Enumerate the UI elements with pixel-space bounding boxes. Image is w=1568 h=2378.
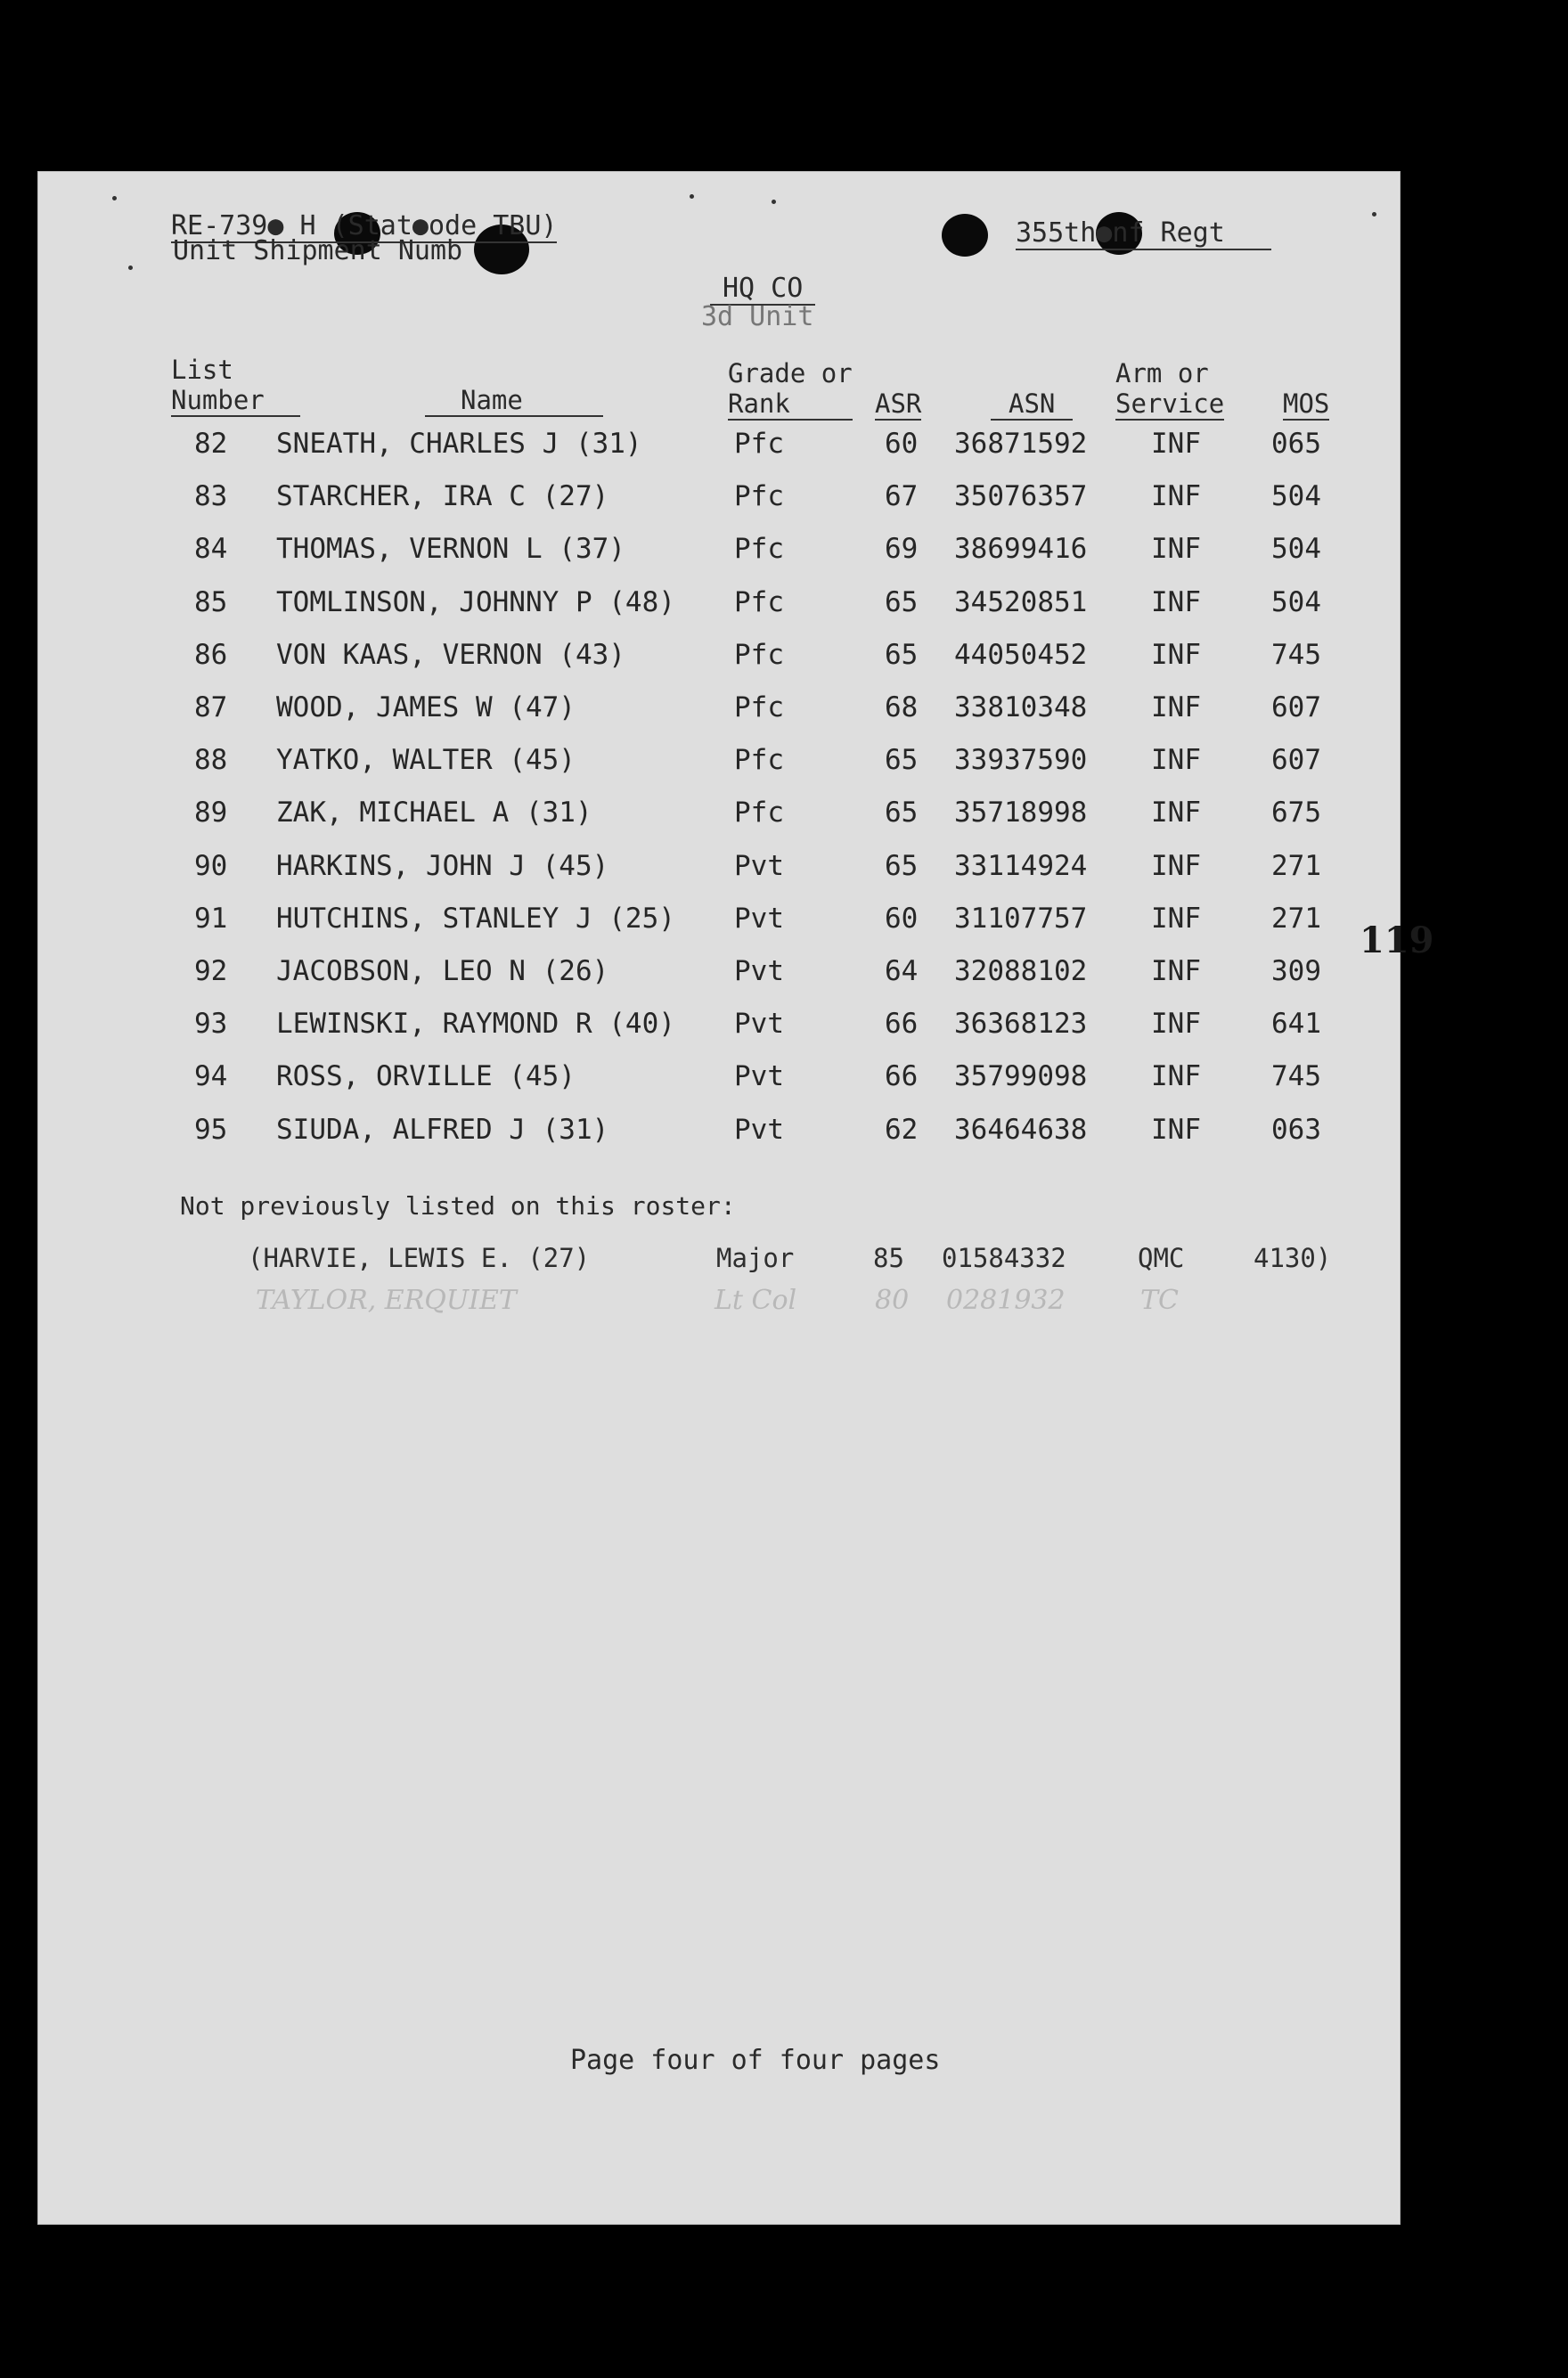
row-name: ROSS, ORVILLE (45) xyxy=(276,1060,576,1093)
row-name: THOMAS, VERNON L (37) xyxy=(276,533,625,566)
row-arm: INF xyxy=(1151,428,1201,460)
row-asr: 65 xyxy=(885,797,919,829)
row-number: 92 xyxy=(194,955,228,987)
extra-asr: 85 xyxy=(873,1243,904,1273)
hand-asn: 0281932 xyxy=(946,1285,1066,1316)
row-name: HARKINS, JOHN J (45) xyxy=(276,849,609,882)
row-mos: 641 xyxy=(1271,1008,1321,1041)
row-asr: 66 xyxy=(885,1008,919,1041)
speck xyxy=(772,200,776,204)
row-grade: Pfc xyxy=(734,428,784,460)
row-grade: Pfc xyxy=(734,533,784,566)
roster-row xyxy=(37,850,1401,902)
unit-subtitle: 3d Unit xyxy=(701,301,814,332)
row-arm: INF xyxy=(1151,480,1201,513)
row-asn: 34520851 xyxy=(954,585,1088,618)
row-number: 88 xyxy=(194,744,228,777)
roster-row xyxy=(37,480,1401,532)
roster-row xyxy=(37,1114,1401,1165)
row-number: 85 xyxy=(194,585,228,618)
row-arm: INF xyxy=(1151,849,1201,882)
row-asr: 66 xyxy=(885,1060,919,1093)
row-number: 82 xyxy=(194,428,228,460)
handwritten-entry-row xyxy=(37,1285,1401,1329)
row-arm: INF xyxy=(1151,1008,1201,1041)
row-arm: INF xyxy=(1151,744,1201,777)
hand-grade: Lt Col xyxy=(715,1285,797,1316)
row-grade: Pvt xyxy=(734,1008,784,1041)
row-asr: 65 xyxy=(885,638,919,671)
extra-name: (HARVIE, LEWIS E. (27) xyxy=(248,1243,591,1273)
extra-arm: QMC xyxy=(1138,1243,1185,1273)
row-asn: 32088102 xyxy=(954,955,1088,987)
row-mos: 745 xyxy=(1271,1060,1321,1093)
row-grade: Pfc xyxy=(734,638,784,671)
roster-row xyxy=(37,586,1401,638)
speck xyxy=(128,266,133,270)
row-asr: 65 xyxy=(885,744,919,777)
row-number: 90 xyxy=(194,849,228,882)
row-number: 93 xyxy=(194,1008,228,1041)
row-grade: Pfc xyxy=(734,480,784,513)
hand-arm: TC xyxy=(1140,1285,1179,1316)
row-mos: 607 xyxy=(1271,744,1321,777)
row-arm: INF xyxy=(1151,585,1201,618)
roster-row xyxy=(37,1008,1401,1059)
row-asn: 35799098 xyxy=(954,1060,1088,1093)
row-asr: 65 xyxy=(885,585,919,618)
row-number: 94 xyxy=(194,1060,228,1093)
row-name: HUTCHINS, STANLEY J (25) xyxy=(276,902,675,935)
roster-row xyxy=(37,1060,1401,1112)
col-name: Name xyxy=(425,385,603,417)
row-name: LEWINSKI, RAYMOND R (40) xyxy=(276,1008,675,1041)
speck xyxy=(1372,212,1376,217)
row-asn: 44050452 xyxy=(954,638,1088,671)
row-name: SNEATH, CHARLES J (31) xyxy=(276,428,642,460)
shipment-code: RE-739● H (Stat●ode TBU) xyxy=(171,210,558,241)
row-mos: 309 xyxy=(1271,955,1321,987)
row-arm: INF xyxy=(1151,1113,1201,1146)
row-asn: 38699416 xyxy=(954,533,1088,566)
row-asn: 33810348 xyxy=(954,691,1088,723)
row-grade: Pfc xyxy=(734,691,784,723)
row-mos: 271 xyxy=(1271,902,1321,935)
col-arm-service: Arm or Service xyxy=(1115,358,1225,419)
roster-row xyxy=(37,691,1401,743)
roster-row xyxy=(37,639,1401,691)
roster-row xyxy=(37,744,1401,796)
row-grade: Pfc xyxy=(734,585,784,618)
row-grade: Pvt xyxy=(734,955,784,987)
roster-row xyxy=(37,533,1401,584)
row-name: ZAK, MICHAEL A (31) xyxy=(276,797,592,829)
row-asr: 60 xyxy=(885,428,919,460)
row-grade: Pvt xyxy=(734,902,784,935)
row-asr: 68 xyxy=(885,691,919,723)
row-grade: Pfc xyxy=(734,744,784,777)
row-number: 84 xyxy=(194,533,228,566)
row-name: YATKO, WALTER (45) xyxy=(276,744,576,777)
roster-row xyxy=(37,955,1401,1007)
row-arm: INF xyxy=(1151,691,1201,723)
roster-page xyxy=(37,171,1434,2225)
extra-entry-row xyxy=(37,1243,1401,1287)
row-arm: INF xyxy=(1151,955,1201,987)
row-arm: INF xyxy=(1151,1060,1201,1093)
row-asr: 64 xyxy=(885,955,919,987)
col-list-number: List Number xyxy=(171,355,300,417)
hand-asr: 80 xyxy=(875,1285,910,1316)
roster-note: Not previously listed on this roster: xyxy=(180,1191,736,1221)
row-asn: 36871592 xyxy=(954,428,1088,460)
punch-hole xyxy=(942,214,988,257)
row-number: 91 xyxy=(194,902,228,935)
row-mos: 063 xyxy=(1271,1113,1321,1146)
row-arm: INF xyxy=(1151,902,1201,935)
row-number: 87 xyxy=(194,691,228,723)
row-name: JACOBSON, LEO N (26) xyxy=(276,955,609,987)
regiment-label: 355th●nf Regt xyxy=(1016,217,1271,250)
roster-row xyxy=(37,428,1401,479)
row-asn: 35718998 xyxy=(954,797,1088,829)
col-asr: ASR xyxy=(875,388,922,419)
row-mos: 504 xyxy=(1271,585,1321,618)
row-number: 95 xyxy=(194,1113,228,1146)
extra-mos: 4130) xyxy=(1254,1243,1332,1273)
row-asr: 60 xyxy=(885,902,919,935)
row-name: WOOD, JAMES W (47) xyxy=(276,691,576,723)
row-asr: 67 xyxy=(885,480,919,513)
row-asr: 65 xyxy=(885,849,919,882)
row-arm: INF xyxy=(1151,533,1201,566)
row-grade: Pvt xyxy=(734,1060,784,1093)
row-mos: 675 xyxy=(1271,797,1321,829)
row-asn: 33114924 xyxy=(954,849,1088,882)
row-mos: 745 xyxy=(1271,638,1321,671)
row-asr: 62 xyxy=(885,1113,919,1146)
extra-asn: 01584332 xyxy=(942,1243,1066,1273)
speck xyxy=(112,196,117,200)
extra-grade: Major xyxy=(716,1243,795,1273)
roster-row xyxy=(37,797,1401,848)
page-footer: Page four of four pages xyxy=(570,2045,941,2076)
shipment-label: Unit Shipment Numb xyxy=(173,235,463,266)
row-grade: Pfc xyxy=(734,797,784,829)
col-grade: Grade or Rank xyxy=(728,358,853,419)
row-asn: 31107757 xyxy=(954,902,1088,935)
row-mos: 607 xyxy=(1271,691,1321,723)
row-number: 89 xyxy=(194,797,228,829)
row-asr: 69 xyxy=(885,533,919,566)
row-name: SIUDA, ALFRED J (31) xyxy=(276,1113,609,1146)
row-mos: 065 xyxy=(1271,428,1321,460)
speck xyxy=(690,194,694,199)
row-asn: 33937590 xyxy=(954,744,1088,777)
col-asn: ASN xyxy=(991,388,1073,421)
row-name: VON KAAS, VERNON (43) xyxy=(276,638,625,671)
row-asn: 35076357 xyxy=(954,480,1088,513)
row-mos: 504 xyxy=(1271,533,1321,566)
row-asn: 36464638 xyxy=(954,1113,1088,1146)
row-number: 83 xyxy=(194,480,228,513)
roster-row xyxy=(37,903,1401,954)
row-arm: INF xyxy=(1151,797,1201,829)
row-mos: 504 xyxy=(1271,480,1321,513)
row-asn: 36368123 xyxy=(954,1008,1088,1041)
row-grade: Pvt xyxy=(734,849,784,882)
row-name: TOMLINSON, JOHNNY P (48) xyxy=(276,585,675,618)
row-arm: INF xyxy=(1151,638,1201,671)
col-mos: MOS xyxy=(1283,388,1330,419)
hand-name: TAYLOR, ERQUIET xyxy=(256,1285,517,1316)
row-number: 86 xyxy=(194,638,228,671)
row-name: STARCHER, IRA C (27) xyxy=(276,480,609,513)
page-stamp-number: 119 xyxy=(1360,919,1434,961)
unit-name: HQ CO xyxy=(710,273,815,306)
row-mos: 271 xyxy=(1271,849,1321,882)
row-grade: Pvt xyxy=(734,1113,784,1146)
